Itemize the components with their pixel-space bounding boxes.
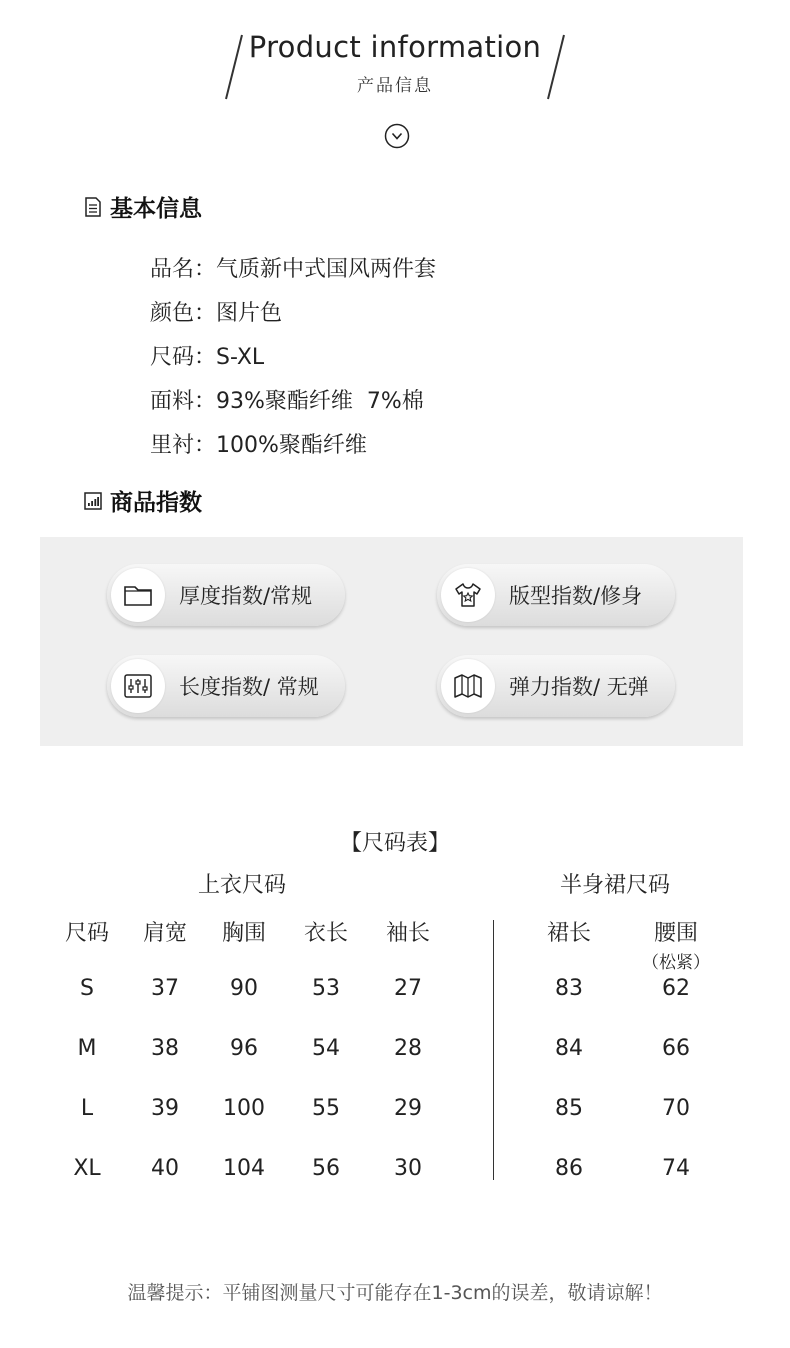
table-cell: 83 xyxy=(555,976,583,1001)
table-cell: 55 xyxy=(312,1096,340,1121)
table-cell: 74 xyxy=(662,1156,690,1181)
table-divider xyxy=(493,920,494,1180)
page-subtitle: 产品信息 xyxy=(357,76,433,96)
info-value: 100%聚酯纤维 xyxy=(216,433,367,458)
sliders-icon xyxy=(121,669,155,703)
index-label: 长度指数/ 常规 xyxy=(179,675,319,699)
table-cell: 56 xyxy=(312,1156,340,1181)
table-cell: 90 xyxy=(230,976,258,1001)
chevron-down-icon xyxy=(384,123,410,149)
table-cell: 28 xyxy=(394,1036,422,1061)
info-value: 93%聚酯纤维 7%棉 xyxy=(216,389,424,414)
index-label: 厚度指数/常规 xyxy=(179,584,313,608)
table-cell: 85 xyxy=(555,1096,583,1121)
column-header: 衣长 xyxy=(303,921,348,946)
size-chart-title: 【尺码表】 xyxy=(339,831,450,856)
icon-circle xyxy=(441,659,495,713)
basic-info-heading-text: 基本信息 xyxy=(110,196,202,222)
column-header: 胸围 xyxy=(221,921,266,946)
info-value: 图片色 xyxy=(216,301,283,326)
index-label: 弹力指数/ 无弹 xyxy=(509,675,649,699)
column-header: 肩宽 xyxy=(142,921,187,946)
index-thickness xyxy=(107,564,345,626)
info-row-lining xyxy=(150,428,367,459)
table-cell: 39 xyxy=(151,1096,179,1121)
document-icon xyxy=(84,197,102,217)
info-value: S-XL xyxy=(216,345,265,370)
measurement-tip: 温馨提示：平铺图测量尺寸可能存在1-3cm的误差，敬请谅解！ xyxy=(127,1282,663,1304)
info-value: 气质新中式国风两件套 xyxy=(216,257,437,282)
table-cell: 54 xyxy=(312,1036,340,1061)
icon-circle xyxy=(441,568,495,622)
table-cell: 38 xyxy=(151,1036,179,1061)
tshirt-icon xyxy=(451,578,485,612)
table-cell: 86 xyxy=(555,1156,583,1181)
info-row-color xyxy=(150,296,282,327)
index-panel xyxy=(40,537,743,746)
table-cell: 96 xyxy=(230,1036,258,1061)
column-header: 袖长 xyxy=(385,921,430,946)
table-cell: 30 xyxy=(394,1156,422,1181)
column-header: 腰围 xyxy=(653,921,698,946)
index-fit xyxy=(437,564,675,626)
table-cell: 40 xyxy=(151,1156,179,1181)
icon-circle xyxy=(111,568,165,622)
table-cell: 29 xyxy=(394,1096,422,1121)
table-cell: 66 xyxy=(662,1036,690,1061)
product-index-heading-text: 商品指数 xyxy=(110,490,202,516)
table-cell: S xyxy=(80,976,94,1001)
waist-note: （松紧） xyxy=(642,953,710,973)
index-elasticity xyxy=(437,655,675,717)
product-index-heading xyxy=(84,484,202,517)
table-cell: 53 xyxy=(312,976,340,1001)
info-row-fabric xyxy=(150,384,424,415)
table-cell: 62 xyxy=(662,976,690,1001)
page-title: Product information xyxy=(248,30,542,64)
table-cell: 70 xyxy=(662,1096,690,1121)
info-label: 尺码： xyxy=(150,345,217,370)
table-cell: 104 xyxy=(223,1156,265,1181)
map-fold-icon xyxy=(451,669,485,703)
info-row-name xyxy=(150,252,436,283)
table-cell: 27 xyxy=(394,976,422,1001)
column-header: 裙长 xyxy=(546,921,591,946)
info-label: 面料： xyxy=(150,389,217,414)
table-cell: 37 xyxy=(151,976,179,1001)
info-label: 颜色： xyxy=(150,301,217,326)
info-label: 里衬： xyxy=(150,433,217,458)
bar-chart-icon xyxy=(84,491,102,511)
table-cell: 84 xyxy=(555,1036,583,1061)
index-label: 版型指数/修身 xyxy=(509,584,643,608)
info-row-size xyxy=(150,340,264,371)
basic-info-heading xyxy=(84,190,202,223)
folder-icon xyxy=(121,578,155,612)
top-size-group: 上衣尺码 xyxy=(197,873,286,898)
table-cell: L xyxy=(80,1096,94,1121)
skirt-size-group: 半身裙尺码 xyxy=(559,873,670,898)
icon-circle xyxy=(111,659,165,713)
info-label: 品名： xyxy=(150,257,217,282)
table-cell: 100 xyxy=(223,1096,265,1121)
index-length xyxy=(107,655,345,717)
table-cell: M xyxy=(77,1036,97,1061)
table-cell: XL xyxy=(73,1156,101,1181)
column-header: 尺码 xyxy=(64,921,109,946)
